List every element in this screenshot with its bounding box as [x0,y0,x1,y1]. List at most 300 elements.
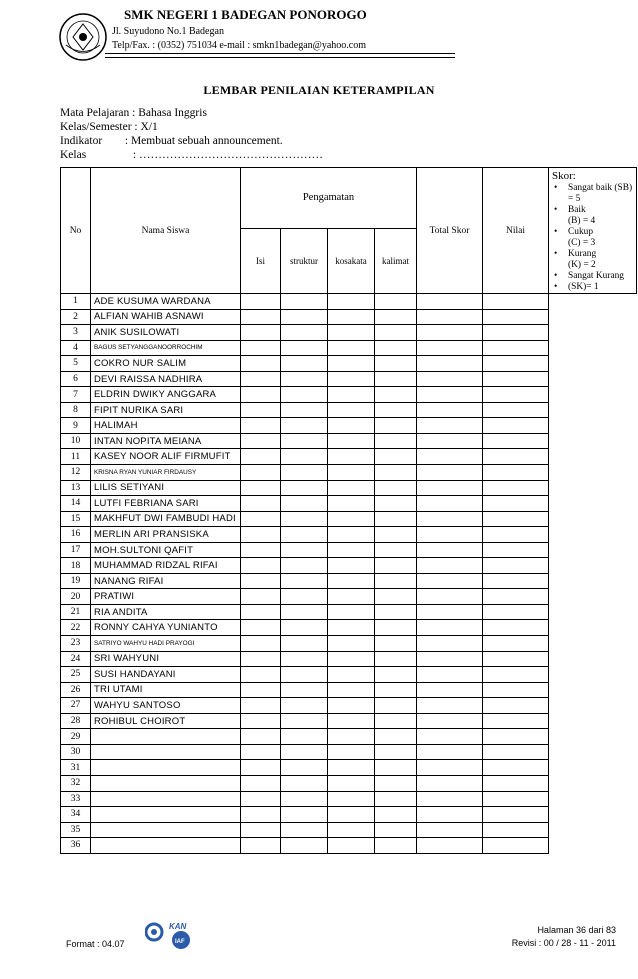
score-kosakata-cell[interactable] [328,402,375,418]
score-struktur-cell[interactable] [281,651,328,667]
student-name: FIPIT NURIKA SARI [91,402,241,418]
table-row [61,449,637,465]
total-score-cell[interactable] [417,356,483,372]
final-grade-cell[interactable] [483,418,549,434]
score-kalimat-cell[interactable] [375,433,417,449]
score-kosakata-cell[interactable] [328,325,375,341]
student-name: INTAN NOPITA MEIANA [91,433,241,449]
bullet-icon: • [554,282,558,292]
table-row [61,542,637,558]
score-kalimat-cell[interactable] [375,667,417,683]
total-score-cell[interactable] [417,340,483,356]
col-header-pengamatan: Pengamatan [241,168,417,229]
score-struktur-cell[interactable] [281,402,328,418]
score-struktur-cell[interactable] [281,620,328,636]
row-number: 36 [61,838,91,854]
score-isi-cell[interactable] [241,465,281,481]
final-grade-cell[interactable] [483,667,549,683]
score-struktur-cell[interactable] [281,542,328,558]
score-kosakata-cell[interactable] [328,496,375,512]
score-legend-item: • Cukup [554,227,594,237]
info-indicator: Indikator : Membuat sebuah announcement. [60,135,283,147]
header-divider [105,53,455,54]
info-subject-label: Mata Pelajaran [60,107,130,119]
total-score-cell[interactable] [417,433,483,449]
score-struktur-cell[interactable] [281,449,328,465]
score-kalimat-cell[interactable] [375,729,417,745]
score-isi-cell[interactable] [241,433,281,449]
score-kosakata-cell[interactable] [328,573,375,589]
score-struktur-cell[interactable] [281,807,328,823]
table-row [61,573,637,589]
table-row [61,604,637,620]
score-kalimat-cell[interactable] [375,713,417,729]
certification-logo [145,918,197,950]
score-kalimat-cell[interactable] [375,309,417,325]
score-kalimat-cell[interactable] [375,573,417,589]
score-struktur-cell[interactable] [281,527,328,543]
table-row [61,387,637,403]
score-isi-cell[interactable] [241,527,281,543]
row-number: 11 [61,449,91,465]
score-struktur-cell[interactable] [281,636,328,652]
final-grade-cell[interactable] [483,807,549,823]
final-grade-cell[interactable] [483,465,549,481]
score-kalimat-cell[interactable] [375,402,417,418]
score-struktur-cell[interactable] [281,480,328,496]
final-grade-cell[interactable] [483,713,549,729]
score-kalimat-cell[interactable] [375,340,417,356]
score-struktur-cell[interactable] [281,775,328,791]
final-grade-cell[interactable] [483,371,549,387]
total-score-cell[interactable] [417,604,483,620]
score-struktur-cell[interactable] [281,340,328,356]
student-name: ROHIBUL CHOIROT [91,713,241,729]
row-number: 5 [61,356,91,372]
table-row [61,791,637,807]
score-isi-cell[interactable] [241,604,281,620]
final-grade-cell[interactable] [483,402,549,418]
score-legend-list [552,183,634,293]
score-legend-item: • Sangat baik (SB) = 5 [554,183,633,204]
student-name: MAKHFUT DWI FAMBUDI HADI [91,511,241,527]
score-kosakata-cell[interactable] [328,589,375,605]
score-isi-cell[interactable] [241,496,281,512]
score-kalimat-cell[interactable] [375,387,417,403]
score-struktur-cell[interactable] [281,698,328,714]
row-number: 9 [61,418,91,434]
table-row [61,744,637,760]
score-legend-item: • Baik [554,205,586,215]
score-kalimat-cell[interactable] [375,325,417,341]
score-kalimat-cell[interactable] [375,744,417,760]
total-score-cell[interactable] [417,667,483,683]
score-kosakata-cell[interactable] [328,480,375,496]
student-name: SATRIYO WAHYU HADI PRAYOGI [91,636,241,652]
total-score-cell[interactable] [417,822,483,838]
total-score-cell[interactable] [417,682,483,698]
final-grade-cell[interactable] [483,791,549,807]
score-struktur-cell[interactable] [281,418,328,434]
student-name: RONNY CAHYA YUNIANTO [91,620,241,636]
final-grade-cell[interactable] [483,558,549,574]
total-score-cell[interactable] [417,542,483,558]
footer-page-number: Halaman 36 dari 83 [537,925,616,935]
score-struktur-cell[interactable] [281,713,328,729]
score-kosakata-cell[interactable] [328,558,375,574]
table-row [61,589,637,605]
table-row [61,698,637,714]
score-kosakata-cell[interactable] [328,356,375,372]
score-isi-cell[interactable] [241,387,281,403]
score-isi-cell[interactable] [241,402,281,418]
score-kalimat-cell[interactable] [375,682,417,698]
table-row [61,418,637,434]
row-number: 25 [61,667,91,683]
final-grade-cell[interactable] [483,527,549,543]
total-score-cell[interactable] [417,558,483,574]
final-grade-cell[interactable] [483,340,549,356]
total-score-cell[interactable] [417,418,483,434]
score-struktur-cell[interactable] [281,744,328,760]
total-score-cell[interactable] [417,791,483,807]
score-kosakata-cell[interactable] [328,729,375,745]
score-kosakata-cell[interactable] [328,698,375,714]
score-kosakata-cell[interactable] [328,651,375,667]
score-kosakata-cell[interactable] [328,807,375,823]
score-isi-cell[interactable] [241,511,281,527]
table-row [61,558,637,574]
total-score-cell[interactable] [417,775,483,791]
final-grade-cell[interactable] [483,356,549,372]
info-class-value: ………………………………………… [138,149,323,161]
total-score-cell[interactable] [417,636,483,652]
row-number: 8 [61,402,91,418]
score-struktur-cell[interactable] [281,356,328,372]
score-kosakata-cell[interactable] [328,294,375,310]
score-kalimat-cell[interactable] [375,542,417,558]
info-indicator-value: Membuat sebuah announcement. [130,135,283,147]
score-isi-cell[interactable] [241,744,281,760]
table-row [61,760,637,776]
row-number: 15 [61,511,91,527]
total-score-cell[interactable] [417,496,483,512]
total-score-cell[interactable] [417,371,483,387]
total-score-cell[interactable] [417,449,483,465]
total-score-cell[interactable] [417,511,483,527]
student-name: ADE KUSUMA WARDANA [91,294,241,310]
score-isi-cell[interactable] [241,418,281,434]
score-struktur-cell[interactable] [281,729,328,745]
table-row [61,433,637,449]
total-score-cell[interactable] [417,294,483,310]
total-score-cell[interactable] [417,620,483,636]
score-kalimat-cell[interactable] [375,822,417,838]
final-grade-cell[interactable] [483,589,549,605]
score-kosakata-cell[interactable] [328,760,375,776]
score-kalimat-cell[interactable] [375,620,417,636]
score-kosakata-cell[interactable] [328,465,375,481]
total-score-cell[interactable] [417,325,483,341]
score-isi-cell[interactable] [241,449,281,465]
bullet-icon: • [554,271,558,281]
total-score-cell[interactable] [417,807,483,823]
score-kalimat-cell[interactable] [375,371,417,387]
grading-table [60,167,637,854]
score-struktur-cell[interactable] [281,682,328,698]
score-kosakata-cell[interactable] [328,449,375,465]
table-row [61,294,637,310]
score-kosakata-cell[interactable] [328,511,375,527]
score-isi-cell[interactable] [241,589,281,605]
total-score-cell[interactable] [417,698,483,714]
score-isi-cell[interactable] [241,760,281,776]
score-isi-cell[interactable] [241,294,281,310]
score-isi-cell[interactable] [241,542,281,558]
score-kosakata-cell[interactable] [328,527,375,543]
score-kosakata-cell[interactable] [328,775,375,791]
student-name: DEVI RAISSA NADHIRA [91,371,241,387]
final-grade-cell[interactable] [483,838,549,854]
final-grade-cell[interactable] [483,760,549,776]
student-name: SRI WAHYUNI [91,651,241,667]
iaf-logo-text: IAF [175,939,185,945]
final-grade-cell[interactable] [483,573,549,589]
score-struktur-cell[interactable] [281,589,328,605]
final-grade-cell[interactable] [483,775,549,791]
student-name: SUSI HANDAYANI [91,667,241,683]
total-score-cell[interactable] [417,729,483,745]
score-kosakata-cell[interactable] [328,604,375,620]
score-kalimat-cell[interactable] [375,480,417,496]
score-kalimat-cell[interactable] [375,604,417,620]
score-isi-cell[interactable] [241,573,281,589]
score-struktur-cell[interactable] [281,465,328,481]
score-isi-cell[interactable] [241,822,281,838]
table-row [61,682,637,698]
score-kalimat-cell[interactable] [375,449,417,465]
total-score-cell[interactable] [417,651,483,667]
score-isi-cell[interactable] [241,729,281,745]
table-row [61,729,637,745]
score-struktur-cell[interactable] [281,667,328,683]
score-legend [549,168,637,294]
total-score-cell[interactable] [417,309,483,325]
total-score-cell[interactable] [417,465,483,481]
score-kalimat-cell[interactable] [375,636,417,652]
table-row [61,636,637,652]
score-kosakata-cell[interactable] [328,387,375,403]
student-name: ELDRIN DWIKY ANGGARA [91,387,241,403]
score-struktur-cell[interactable] [281,371,328,387]
table-row [61,620,637,636]
score-kalimat-cell[interactable] [375,527,417,543]
row-number: 23 [61,636,91,652]
score-kosakata-cell[interactable] [328,418,375,434]
final-grade-cell[interactable] [483,542,549,558]
score-kosakata-cell[interactable] [328,309,375,325]
row-number: 3 [61,325,91,341]
score-kosakata-cell[interactable] [328,667,375,683]
student-name: RIA ANDITA [91,604,241,620]
total-score-cell[interactable] [417,760,483,776]
score-kalimat-cell[interactable] [375,775,417,791]
score-struktur-cell[interactable] [281,511,328,527]
student-name [91,838,241,854]
score-isi-cell[interactable] [241,309,281,325]
total-score-cell[interactable] [417,589,483,605]
total-score-cell[interactable] [417,480,483,496]
final-grade-cell[interactable] [483,636,549,652]
total-score-cell[interactable] [417,573,483,589]
score-isi-cell[interactable] [241,636,281,652]
student-name: KRISNA RYAN YUNIAR FIRDAUSY [91,465,241,481]
score-isi-cell[interactable] [241,620,281,636]
score-legend-item: (B) = 4 [568,216,596,226]
table-row [61,402,637,418]
score-kosakata-cell[interactable] [328,791,375,807]
row-number: 20 [61,589,91,605]
score-isi-cell[interactable] [241,325,281,341]
row-number: 1 [61,294,91,310]
score-struktur-cell[interactable] [281,387,328,403]
student-name [91,791,241,807]
score-kosakata-cell[interactable] [328,340,375,356]
score-kosakata-cell[interactable] [328,433,375,449]
score-isi-cell[interactable] [241,838,281,854]
score-kosakata-cell[interactable] [328,542,375,558]
score-kalimat-cell[interactable] [375,589,417,605]
score-kosakata-cell[interactable] [328,822,375,838]
final-grade-cell[interactable] [483,682,549,698]
score-kalimat-cell[interactable] [375,465,417,481]
total-score-cell[interactable] [417,713,483,729]
score-kalimat-cell[interactable] [375,807,417,823]
score-kalimat-cell[interactable] [375,651,417,667]
footer-revision: Revisi : 00 / 28 - 11 - 2011 [511,938,616,948]
row-number: 4 [61,340,91,356]
table-row [61,496,637,512]
final-grade-cell[interactable] [483,651,549,667]
row-number: 7 [61,387,91,403]
final-grade-cell[interactable] [483,511,549,527]
score-kalimat-cell[interactable] [375,760,417,776]
score-isi-cell[interactable] [241,340,281,356]
row-number: 27 [61,698,91,714]
row-number: 22 [61,620,91,636]
final-grade-cell[interactable] [483,480,549,496]
total-score-cell[interactable] [417,527,483,543]
score-struktur-cell[interactable] [281,573,328,589]
score-kalimat-cell[interactable] [375,496,417,512]
score-isi-cell[interactable] [241,713,281,729]
score-kosakata-cell[interactable] [328,636,375,652]
score-kosakata-cell[interactable] [328,838,375,854]
score-isi-cell[interactable] [241,791,281,807]
score-struktur-cell[interactable] [281,791,328,807]
score-kalimat-cell[interactable] [375,838,417,854]
final-grade-cell[interactable] [483,433,549,449]
score-isi-cell[interactable] [241,651,281,667]
bullet-icon: • [554,205,558,215]
score-isi-cell[interactable] [241,775,281,791]
final-grade-cell[interactable] [483,294,549,310]
row-number: 32 [61,775,91,791]
row-number: 16 [61,527,91,543]
score-isi-cell[interactable] [241,480,281,496]
score-struktur-cell[interactable] [281,604,328,620]
score-isi-cell[interactable] [241,371,281,387]
score-kosakata-cell[interactable] [328,713,375,729]
row-number: 34 [61,807,91,823]
col-header-total: Total Skor [417,168,483,294]
final-grade-cell[interactable] [483,325,549,341]
score-struktur-cell[interactable] [281,496,328,512]
col-header-kosakata: kosakata [328,228,375,293]
score-struktur-cell[interactable] [281,822,328,838]
score-struktur-cell[interactable] [281,558,328,574]
score-isi-cell[interactable] [241,356,281,372]
total-score-cell[interactable] [417,387,483,403]
total-score-cell[interactable] [417,838,483,854]
score-kalimat-cell[interactable] [375,356,417,372]
score-kalimat-cell[interactable] [375,511,417,527]
score-isi-cell[interactable] [241,558,281,574]
student-name: WAHYU SANTOSO [91,698,241,714]
score-kosakata-cell[interactable] [328,620,375,636]
score-kosakata-cell[interactable] [328,744,375,760]
score-kalimat-cell[interactable] [375,698,417,714]
table-row [61,356,637,372]
final-grade-cell[interactable] [483,449,549,465]
student-name: COKRO NUR SALIM [91,356,241,372]
row-number: 30 [61,744,91,760]
final-grade-cell[interactable] [483,698,549,714]
score-isi-cell[interactable] [241,698,281,714]
final-grade-cell[interactable] [483,822,549,838]
score-kalimat-cell[interactable] [375,791,417,807]
score-struktur-cell[interactable] [281,760,328,776]
score-struktur-cell[interactable] [281,325,328,341]
final-grade-cell[interactable] [483,309,549,325]
total-score-cell[interactable] [417,402,483,418]
final-grade-cell[interactable] [483,604,549,620]
score-struktur-cell[interactable] [281,433,328,449]
score-kosakata-cell[interactable] [328,371,375,387]
score-kalimat-cell[interactable] [375,558,417,574]
score-isi-cell[interactable] [241,682,281,698]
final-grade-cell[interactable] [483,387,549,403]
score-struktur-cell[interactable] [281,294,328,310]
table-row [61,838,637,854]
score-kalimat-cell[interactable] [375,294,417,310]
school-name: SMK NEGERI 1 BADEGAN PONOROGO [124,7,367,22]
total-score-cell[interactable] [417,744,483,760]
score-legend-item: • (SK)= 1 [554,282,599,292]
score-kalimat-cell[interactable] [375,418,417,434]
final-grade-cell[interactable] [483,496,549,512]
score-isi-cell[interactable] [241,667,281,683]
score-struktur-cell[interactable] [281,309,328,325]
score-kosakata-cell[interactable] [328,682,375,698]
score-isi-cell[interactable] [241,807,281,823]
score-struktur-cell[interactable] [281,838,328,854]
table-row [61,822,637,838]
final-grade-cell[interactable] [483,729,549,745]
final-grade-cell[interactable] [483,744,549,760]
row-number: 31 [61,760,91,776]
final-grade-cell[interactable] [483,620,549,636]
